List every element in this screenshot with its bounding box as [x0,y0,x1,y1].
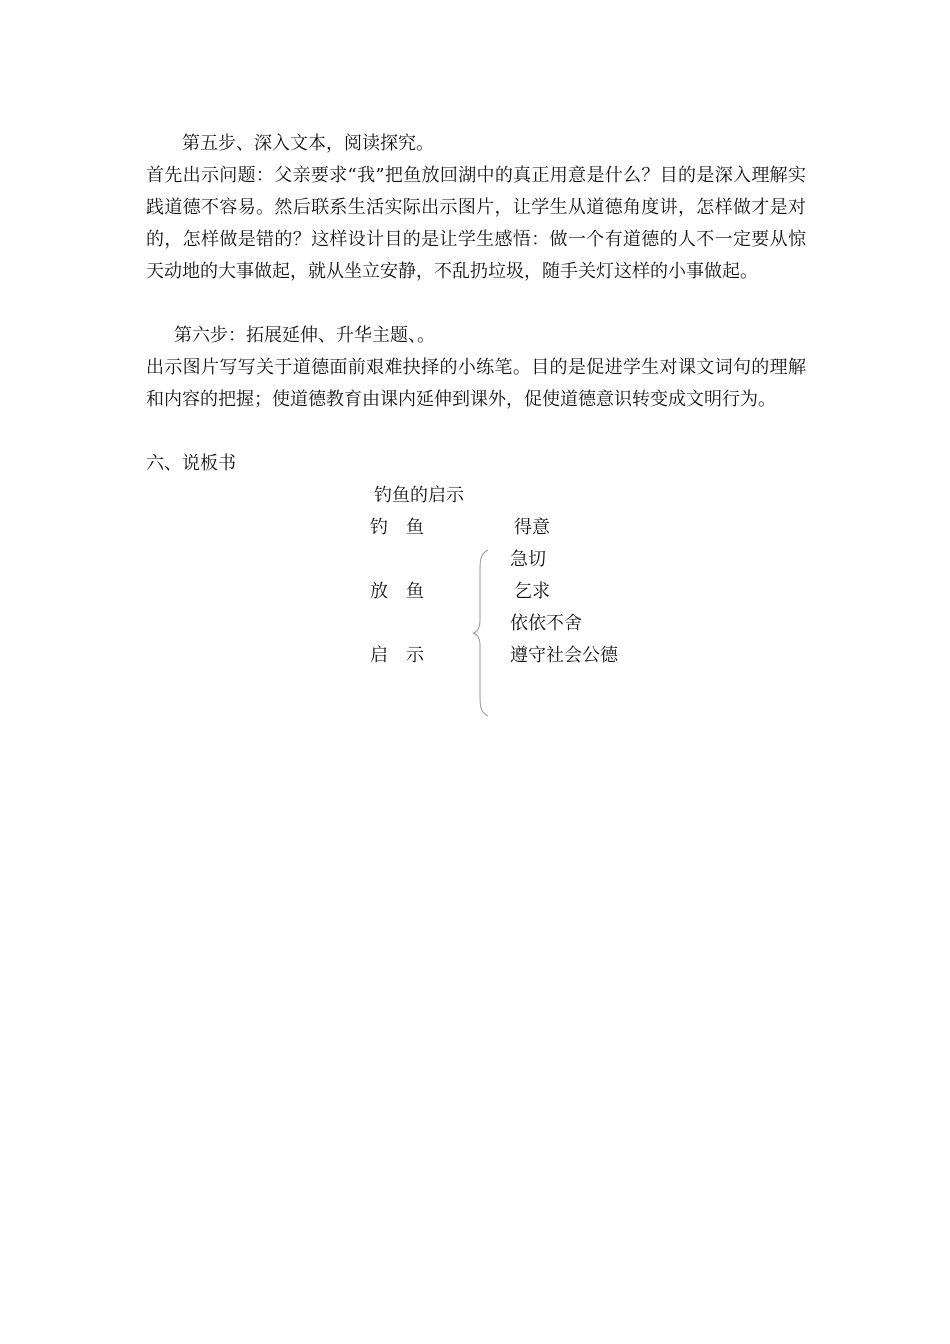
section6-heading: 六、说板书 [146,453,236,474]
board-right-item-reluctant: 依依不舍 [510,613,582,634]
step6-body: 出示图片写写关于道德面前艰难抉择的小练笔。目的是促进学生对课文词句的理解和内容的把握；使道德教育由课内延伸到课外，促使道德意识转变成文明行为。 [146,357,806,410]
board-title: 钓鱼的启示 [374,485,464,506]
step5-heading: 第五步、深入文本，阅读探究。 [182,133,434,154]
board-right-item-anxious: 急切 [510,549,546,570]
step5-body: 首先出示问题：父亲要求“我”把鱼放回湖中的真正用意是什么？目的是深入理解实践道德不容易。然后联系生活实际出示图片，让学生从道德角度讲，怎样做才是对的，怎样做是错的？这样设计目的是让学生感悟：做一个有道德的人不一定要从惊天动地的大事做起，就从坐立安静，不乱扔垃圾，随手关灯这样的小事做起。 [146,165,806,282]
board-right-item-proud: 得意 [514,517,550,538]
board-left-item-revelation: 启 示 [370,645,424,666]
board-left-item-fishing: 钓 鱼 [370,517,424,538]
board-right-item-morality: 遵守社会公德 [510,645,618,666]
step6-heading: 第六步：拓展延伸、升华主题、。 [174,325,435,346]
board-right-item-plead: 乞求 [514,581,550,602]
curly-brace-icon [470,548,492,718]
board-left-item-release: 放 鱼 [370,581,424,602]
